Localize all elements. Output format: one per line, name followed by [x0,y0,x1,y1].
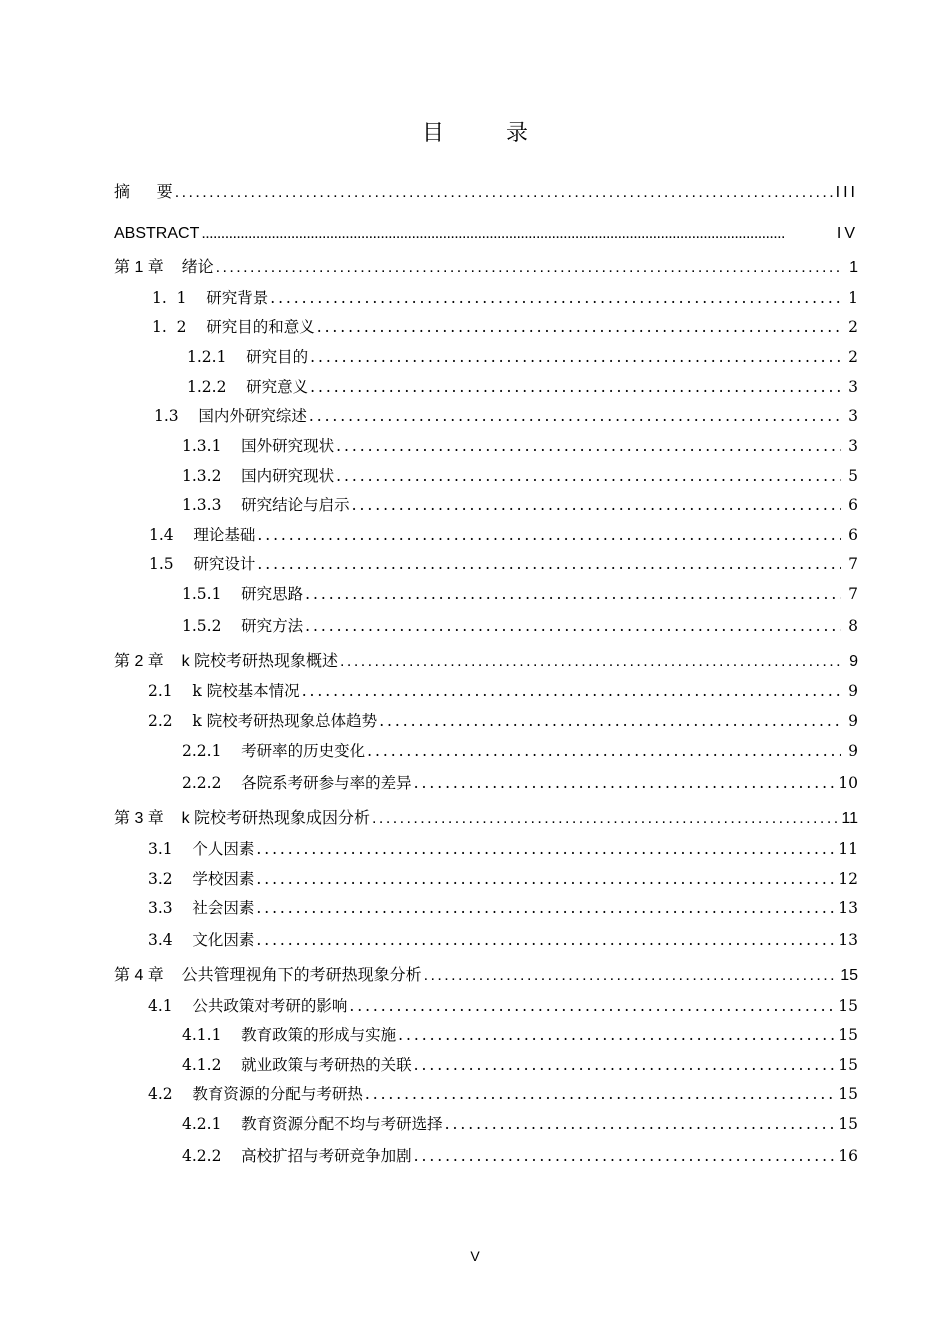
toc-entry-2-1[interactable] [148,680,858,702]
toc-entry-abstract-en[interactable] [114,223,858,245]
toc-entry-label: 1.3 国内外研究综述 [154,407,307,425]
toc-entry-label: 2.2.1 考研率的历史变化 [182,742,366,760]
toc-entry-page: 8 [848,617,858,635]
toc-entry-1-3-2[interactable] [182,465,858,487]
toc-entry-label: 1. 2 研究目的和意义 [152,318,315,336]
toc-entry-label: 3.2 学校因素 [148,870,255,888]
toc-entry-3-4[interactable] [148,929,858,951]
toc-entry-page: 15 [838,1115,858,1133]
toc-entry-4-2-1[interactable] [182,1113,858,1135]
toc-entry-label: 第 3 章 k 院校考研热现象成因分析 [114,810,371,827]
toc-entry-4-1-2[interactable] [182,1054,858,1076]
toc-entry-chapter-1[interactable] [114,257,858,279]
toc-entry-4-1[interactable] [148,995,858,1017]
toc-entry-page: 6 [848,496,858,514]
toc-title: 目 录 [421,120,557,145]
toc-entry-1-5-1[interactable] [182,583,858,605]
toc-entry-page: 9 [848,682,858,700]
toc-entry-page: 10 [838,774,858,792]
toc-entry-page: 5 [848,467,858,485]
toc-entry-page: 12 [838,870,858,888]
toc-entry-1-3-3[interactable] [182,494,858,516]
toc-entry-page: 1 [848,289,858,307]
toc-entry-chapter-2[interactable] [114,651,858,673]
toc-entry-label: 第 4 章 公共管理视角下的考研热现象分析 [114,967,422,984]
toc-entry-label: 4.1 公共政策对考研的影响 [148,997,348,1015]
page-number: V [470,1248,480,1264]
toc-entry-page: 15 [838,1085,858,1103]
toc-entry-abstract-cn[interactable] [114,182,858,204]
toc-entry-page: 11 [841,810,858,827]
toc-entry-1-2-2[interactable] [187,376,858,398]
toc-entry-page: III [835,184,858,201]
toc-entry-label: 1.5 研究设计 [149,555,256,573]
toc-entry-page: 15 [838,997,858,1015]
toc-entry-page: 9 [849,653,858,670]
toc-entry-page: 3 [848,407,858,425]
toc-entry-3-3[interactable] [148,897,858,919]
toc-entry-label: 1.3.1 国外研究现状 [182,437,335,455]
toc-entry-label: 1.3.3 研究结论与启示 [182,496,350,514]
toc-entry-page: 9 [848,712,858,730]
toc-entry-1-2-1[interactable] [187,346,858,368]
toc-entry-label: 1.4 理论基础 [149,526,256,544]
toc-entry-page: 7 [848,555,858,573]
toc-entry-page: 16 [838,1147,858,1165]
toc-entry-4-2-2[interactable] [182,1145,858,1167]
toc-entry-4-1-1[interactable] [182,1024,858,1046]
toc-entry-page: 6 [848,526,858,544]
toc-entry-1-5-2[interactable] [182,615,858,637]
toc-entry-page: IV [836,225,858,242]
toc-entry-page: 7 [848,585,858,603]
toc-entry-page: 15 [838,1026,858,1044]
toc-entry-2-2[interactable] [148,710,858,732]
toc-entry-label: 摘 要 [114,184,173,201]
toc-entry-label: 2.2 k 院校考研热现象总体趋势 [148,712,378,730]
toc-entry-1-5[interactable] [149,553,858,575]
toc-entry-page: 2 [848,348,858,366]
toc-entry-label: 1.5.1 研究思路 [182,585,304,603]
toc-entry-1-4[interactable] [149,524,858,546]
toc-entry-label: 1.2.1 研究目的 [187,348,309,366]
toc-entry-label: 4.2 教育资源的分配与考研热 [148,1085,363,1103]
toc-entry-page: 11 [838,840,858,858]
toc-entry-1-3[interactable] [154,405,858,427]
toc-entry-chapter-4[interactable] [114,965,858,987]
toc-entry-page: 15 [840,967,858,984]
toc-entry-page: 13 [838,899,858,917]
toc-entry-label: 1.5.2 研究方法 [182,617,304,635]
toc-entry-page: 1 [849,259,858,276]
toc-entry-1-1[interactable] [152,287,858,309]
toc-entry-label: 2.1 k 院校基本情况 [148,682,300,700]
toc-entry-label: 第 1 章 绪论 [114,259,214,276]
toc-entry-page: 9 [848,742,858,760]
toc-entry-label: 4.1.1 教育政策的形成与实施 [182,1026,397,1044]
toc-entry-3-1[interactable] [148,838,858,860]
toc-entry-1-2[interactable] [152,316,858,338]
toc-entry-page: 15 [838,1056,858,1074]
toc-entry-label: 4.2.2 高校扩招与考研竞争加剧 [182,1147,412,1165]
toc-entry-page: 13 [838,931,858,949]
toc-entry-3-2[interactable] [148,868,858,890]
toc-entry-label: 3.1 个人因素 [148,840,255,858]
toc-entry-label: 4.2.1 教育资源分配不均与考研选择 [182,1115,443,1133]
toc-entry-label: 1.3.2 国内研究现状 [182,467,335,485]
toc-entry-label: 2.2.2 各院系考研参与率的差异 [182,774,412,792]
toc-entry-label: 3.3 社会因素 [148,899,255,917]
toc-entry-label: 3.4 文化因素 [148,931,255,949]
toc-entry-2-2-2[interactable] [182,772,858,794]
toc-entry-4-2[interactable] [148,1083,858,1105]
toc-entry-page: 3 [848,378,858,396]
toc-entry-page: 2 [848,318,858,336]
toc-entry-chapter-3[interactable] [114,808,858,830]
toc-entry-label: 1. 1 研究背景 [152,289,269,307]
toc-entry-1-3-1[interactable] [182,435,858,457]
toc-entry-page: 3 [848,437,858,455]
toc-entry-2-2-1[interactable] [182,740,858,762]
toc-entry-label: 第 2 章 k 院校考研热现象概述 [114,653,339,670]
toc-entry-label: 4.1.2 就业政策与考研热的关联 [182,1056,412,1074]
toc-entry-label: 1.2.2 研究意义 [187,378,309,396]
toc-entry-label: ABSTRACT [114,225,200,242]
